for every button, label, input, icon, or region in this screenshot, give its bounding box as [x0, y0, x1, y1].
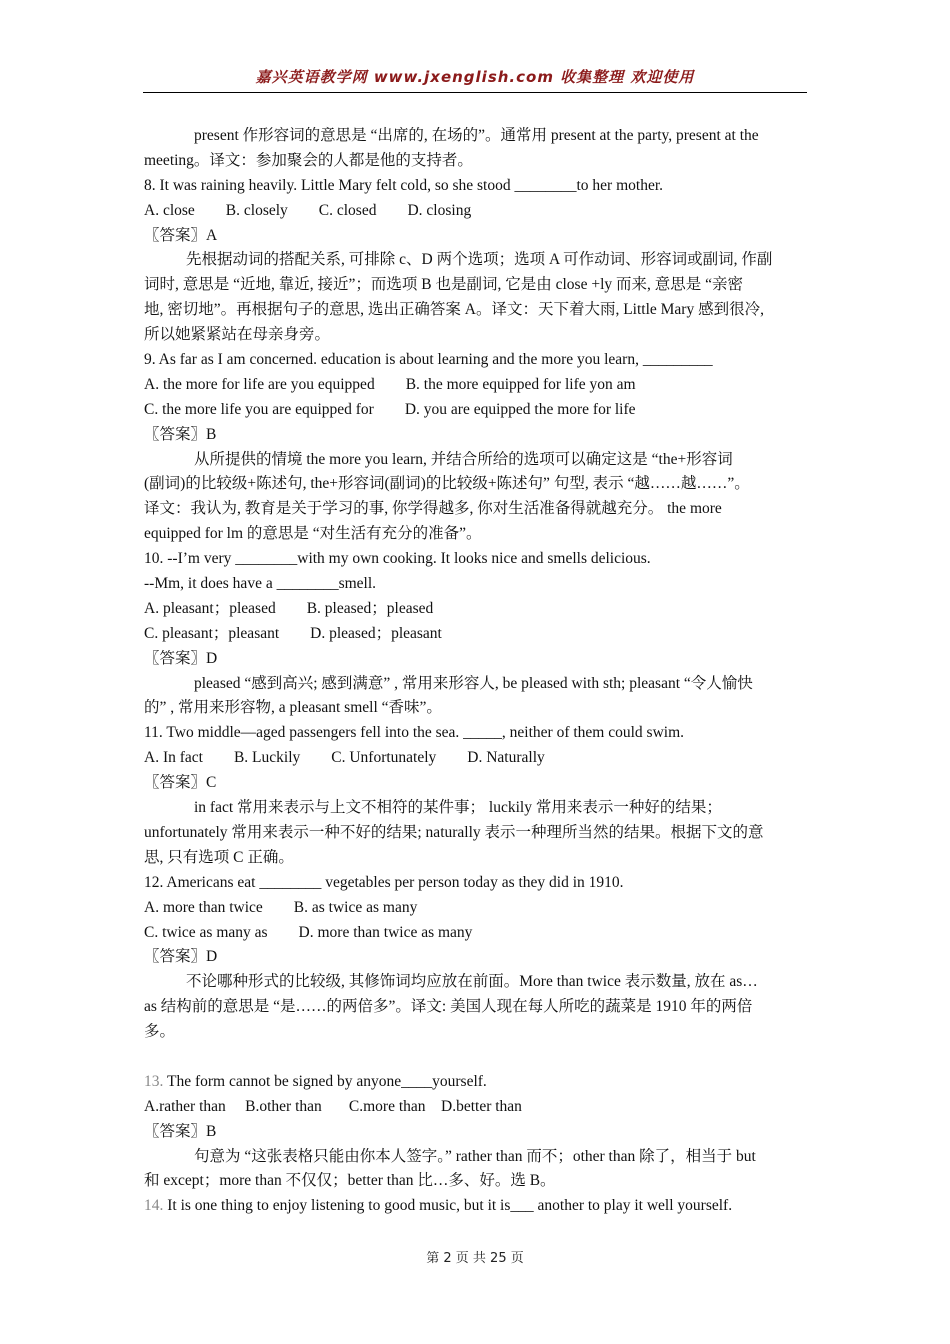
text-line: 词时, 意思是 “近地, 靠近, 接近”；而选项 B 也是副词, 它是由 close +ly 而来, 意思是 “亲密 [144, 276, 743, 294]
text-line: C. pleasant；pleasant D. pleased；pleasant [144, 624, 442, 642]
text-line: 12. Americans eat ________ vegetables per person today as they did in 1910. [144, 873, 624, 891]
text-line: 不论哪种形式的比较级, 其修饰词均应放在前面。More than twice 表示数量, 放在 as… [186, 973, 758, 991]
text-line [144, 1045, 808, 1070]
text-line: C. the more life you are equipped for D. you are equipped the more for life [144, 400, 636, 418]
text-line: 11. Two middle—aged passengers fell into the sea. _____, neither of them could swim. [144, 724, 685, 742]
text-line: 〖答案〗B [144, 425, 217, 443]
text-line [144, 1070, 808, 1095]
text-line: 〖答案〗B [144, 1122, 217, 1140]
header-text: 嘉兴英语教学网 www.jxenglish.com 收集整理 欢迎使用 [255, 68, 695, 86]
text-line: 〖答案〗D [144, 649, 218, 667]
text-line: 所以她紧紧站在母亲身旁。 [144, 326, 331, 344]
text-line: A. pleasant；pleased B. pleased；pleased [144, 599, 434, 617]
text-line: as 结构前的意思是 “是……的两倍多”。译文: 美国人现在每人所吃的蔬菜是 1910 年的两倍 [144, 998, 753, 1016]
text-line: 译文：我认为, 教育是关于学习的事, 你学得越多, 你对生活准备得就越充分。 the more [144, 500, 722, 518]
text-line: 思, 只有选项 C 正确。 [144, 848, 294, 866]
text-line: 句意为 “这张表格只能由你本人签字。” rather than 而不；other than 除了，相当于 but [194, 1147, 756, 1165]
text-line: unfortunately 常用来表示一种不好的结果; naturally 表示一种理所当然的结果。根据下文的意 [144, 823, 764, 841]
page-content [144, 124, 808, 1219]
text-line: A. close B. closely C. closed D. closing [144, 201, 472, 219]
question-number: 14. [144, 1197, 164, 1215]
text-line [144, 1194, 808, 1219]
question-text: The form cannot be signed by anyone____yourself. [163, 1072, 487, 1090]
text-line: meeting。译文：参加聚会的人都是他的支持者。 [144, 151, 473, 169]
text-line: 的” , 常用来形容物, a pleasant smell “香味”。 [144, 699, 442, 717]
text-line: 〖答案〗C [144, 774, 217, 792]
text-line: 10. --I’m very ________with my own cooking. It looks nice and smells delicious. [144, 550, 651, 568]
text-line: --Mm, it does have a ________smell. [144, 575, 377, 593]
text-line: 先根据动词的搭配关系, 可排除 c、D 两个选项；选项 A 可作动词、形容词或副词, 作副 [186, 251, 773, 269]
text-line: 和 except；more than 不仅仅；better than 比…多、好。选 B。 [144, 1172, 556, 1190]
text-line: 〖答案〗A [144, 226, 218, 244]
page-footer: 第 2 页 共 25 页 [426, 1251, 524, 1266]
text-line: 〖答案〗D [144, 948, 218, 966]
text-line: A. more than twice B. as twice as many [144, 898, 418, 916]
text-line: 多。 [144, 1023, 176, 1041]
page-header [143, 64, 807, 93]
text-line: pleased “感到高兴; 感到满意” , 常用来形容人, be pleased with sth; pleasant “令人愉快 [194, 674, 753, 692]
text-line: A. the more for life are you equipped B. the more equipped for life yon am [144, 375, 636, 393]
text-line: A.rather than B.other than C.more than D.better than [144, 1097, 522, 1115]
text-line: (副词)的比较级+陈述句, the+形容词(副词)的比较级+陈述句” 句型, 表示 “越……越……”。 [144, 475, 750, 493]
text-line: present 作形容词的意思是 “出席的, 在场的”。通常用 present at the party, present at the [194, 127, 759, 144]
text-line: 8. It was raining heavily. Little Mary felt cold, so she stood ________to her mother. [144, 176, 664, 194]
question-text: It is one thing to enjoy listening to good music, but it is___ another to play it well yourself. [163, 1197, 733, 1215]
question-number: 13. [144, 1072, 164, 1090]
text-line: 地, 密切地”。再根据句子的意思, 选出正确答案 A。译文：天下着大雨, Little Mary 感到很冷, [144, 301, 764, 319]
text-line: 9. As far as I am concerned. education is about learning and the more you learn, _________ [144, 351, 713, 369]
text-line: equipped for lm 的意思是 “对生活有充分的准备”。 [144, 525, 482, 543]
text-line: in fact 常用来表示与上文不相符的某件事； luckily 常用来表示一种好的结果； [194, 799, 722, 817]
text-line: A. In fact B. Luckily C. Unfortunately D. Naturally [144, 749, 545, 767]
text-line: 从所提供的情境 the more you learn, 并结合所给的选项可以确定这是 “the+形容词 [194, 450, 733, 468]
text-line: C. twice as many as D. more than twice as many [144, 923, 473, 941]
